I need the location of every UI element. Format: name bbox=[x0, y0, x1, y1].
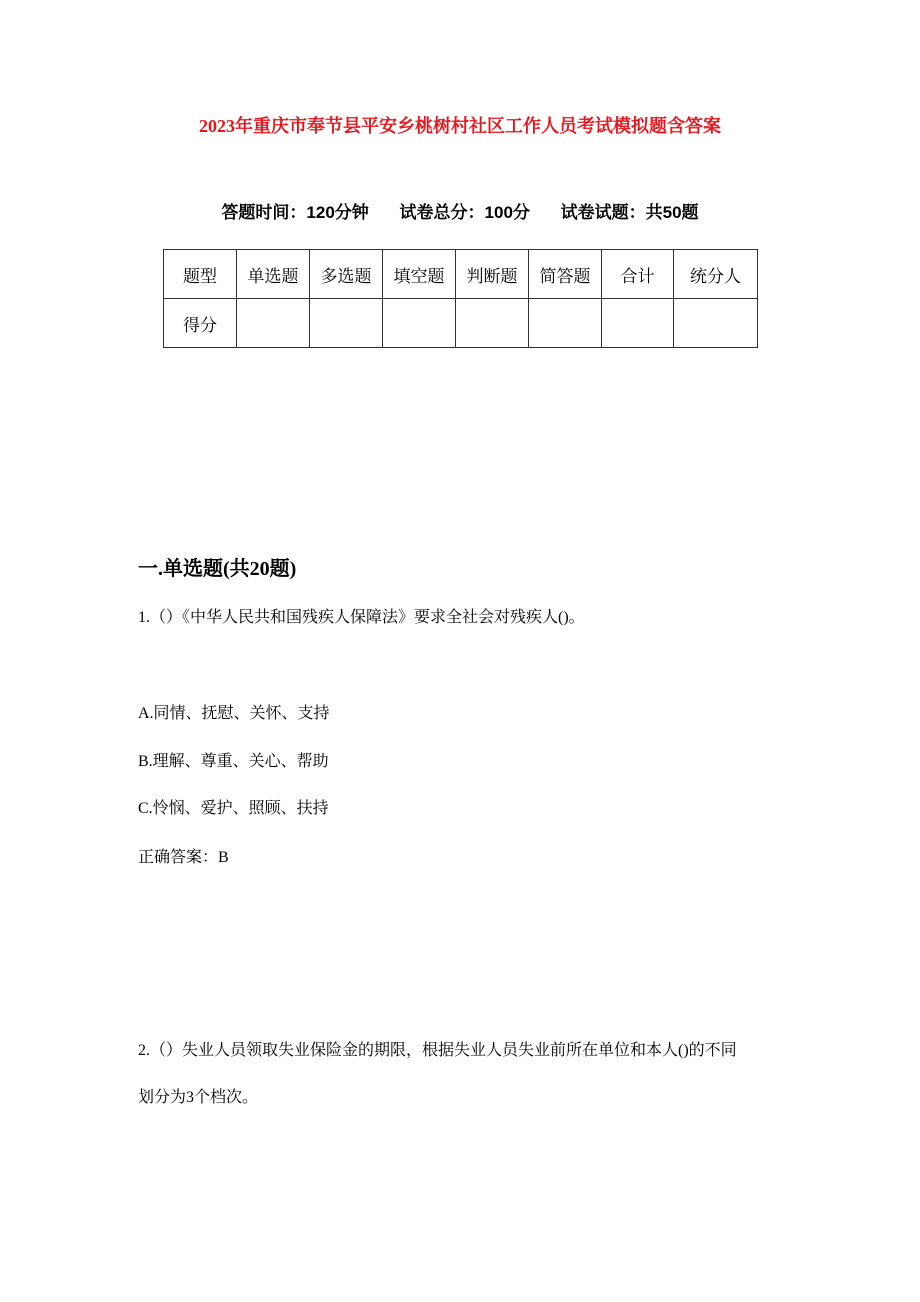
score-cell bbox=[456, 299, 529, 348]
question-1-option-c: C.怜悯、爱护、照顾、扶持 bbox=[138, 800, 329, 817]
exam-time: 答题时间：120分钟 bbox=[221, 203, 369, 222]
question-1-text: 1.（）《中华人民共和国残疾人保障法》要求全社会对残疾人()。 bbox=[138, 609, 585, 626]
header-cell: 题型 bbox=[164, 250, 237, 299]
section-heading: 一.单选题(共20题) bbox=[138, 558, 297, 580]
score-table-score-row bbox=[164, 299, 758, 348]
score-cell bbox=[529, 299, 602, 348]
question-2-text: 2.（）失业人员领取失业保险金的期限，根据失业人员失业前所在单位和本人()的不同 bbox=[138, 1042, 737, 1059]
score-cell bbox=[674, 299, 758, 348]
score-cell bbox=[383, 299, 456, 348]
score-table-header-row bbox=[164, 250, 758, 299]
exam-question-count: 试卷试题：共50题 bbox=[560, 203, 699, 222]
exam-total-score: 试卷总分：100分 bbox=[399, 203, 530, 222]
header-cell: 简答题 bbox=[529, 250, 602, 299]
score-cell bbox=[310, 299, 383, 348]
question-1-option-a: A.同情、抚慰、关怀、支持 bbox=[138, 705, 330, 722]
header-cell: 多选题 bbox=[310, 250, 383, 299]
question-1-option-b: B.理解、尊重、关心、帮助 bbox=[138, 753, 329, 770]
score-table bbox=[163, 249, 758, 348]
row-label: 得分 bbox=[164, 299, 237, 348]
question-2-text-continued: 划分为3个档次。 bbox=[138, 1089, 259, 1106]
document-title: 2023年重庆市奉节县平安乡桃树村社区工作人员考试模拟题含答案 bbox=[199, 116, 721, 136]
score-cell bbox=[602, 299, 674, 348]
header-cell: 填空题 bbox=[383, 250, 456, 299]
header-cell: 单选题 bbox=[237, 250, 310, 299]
exam-meta bbox=[0, 198, 920, 223]
header-cell: 判断题 bbox=[456, 250, 529, 299]
score-cell bbox=[237, 299, 310, 348]
header-cell: 合计 bbox=[602, 250, 674, 299]
question-1-answer: 正确答案：B bbox=[138, 849, 229, 866]
header-cell: 统分人 bbox=[674, 250, 758, 299]
